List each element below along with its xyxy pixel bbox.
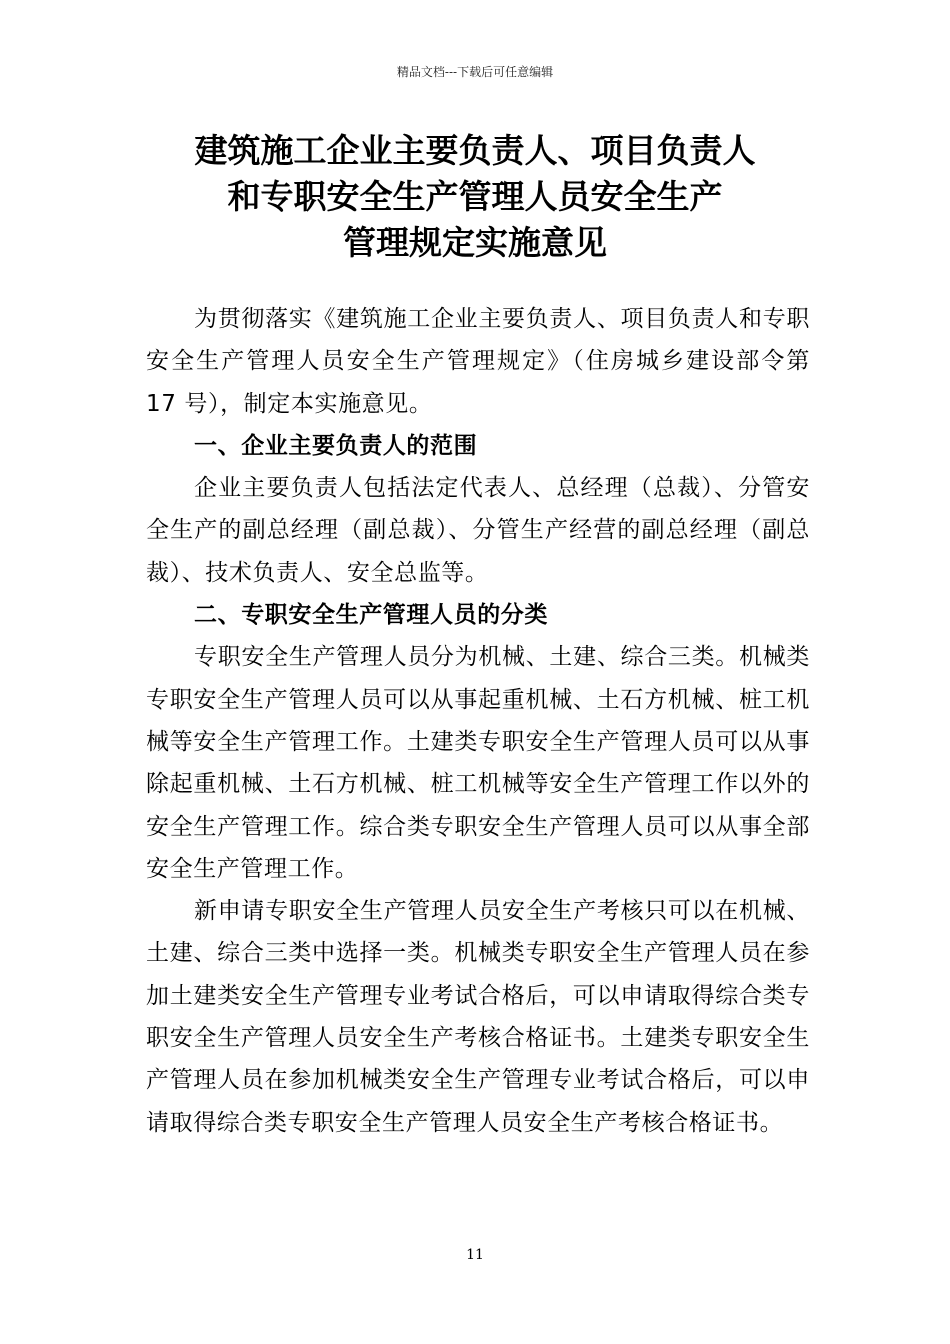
document-title — [100, 128, 850, 266]
section-1-paragraph: 企业主要负责人包括法定代表人、总经理（总裁）、分管安全生产的副总经理（副总裁）、分管生产经营的副总经理（副总裁）、技术负责人、安全总监等。 — [146, 475, 810, 586]
document-body — [146, 298, 810, 1144]
intro-paragraph: 为贯彻落实《建筑施工企业主要负责人、项目负责人和专职安全生产管理人员安全生产管理规定》（住房城乡建设部令第 17 号），制定本实施意见。 — [146, 306, 810, 417]
section-heading-2: 二、专职安全生产管理人员的分类 — [194, 602, 548, 629]
section-2-paragraph-2: 新申请专职安全生产管理人员安全生产考核只可以在机械、土建、综合三类中选择一类。机械类专职安全生产管理人员在参加土建类安全生产管理专业考试合格后，可以申请取得综合类专职安全生产管理人员安全生产考核合格证书。土建类专职安全生产管理人员在参加机械类安全生产管理专业考试合格后，可以申请取得综合类专职安全生产管理人员安全生产考核合格证书。 — [146, 898, 810, 1136]
section-heading-1: 一、企业主要负责人的范围 — [194, 432, 478, 459]
title-line-2: 和专职安全生产管理人员安全生产 — [227, 177, 723, 216]
title-line-1: 建筑施工企业主要负责人、项目负责人 — [194, 131, 756, 170]
title-line-3: 管理规定实施意见 — [343, 223, 607, 262]
page-number: 11 — [466, 1247, 484, 1263]
page-header: 精品文档---下载后可任意编辑 — [396, 65, 554, 79]
section-2-paragraph-1: 专职安全生产管理人员分为机械、土建、综合三类。机械类专职安全生产管理人员可以从事起重机械、土石方机械、桩工机械等安全生产管理工作。土建类专职安全生产管理人员可以从事除起重机械、土石方机械、桩工机械等安全生产管理工作以外的安全生产管理工作。综合类专职安全生产管理人员可以从事全部安全生产管理工作。 — [146, 644, 810, 882]
